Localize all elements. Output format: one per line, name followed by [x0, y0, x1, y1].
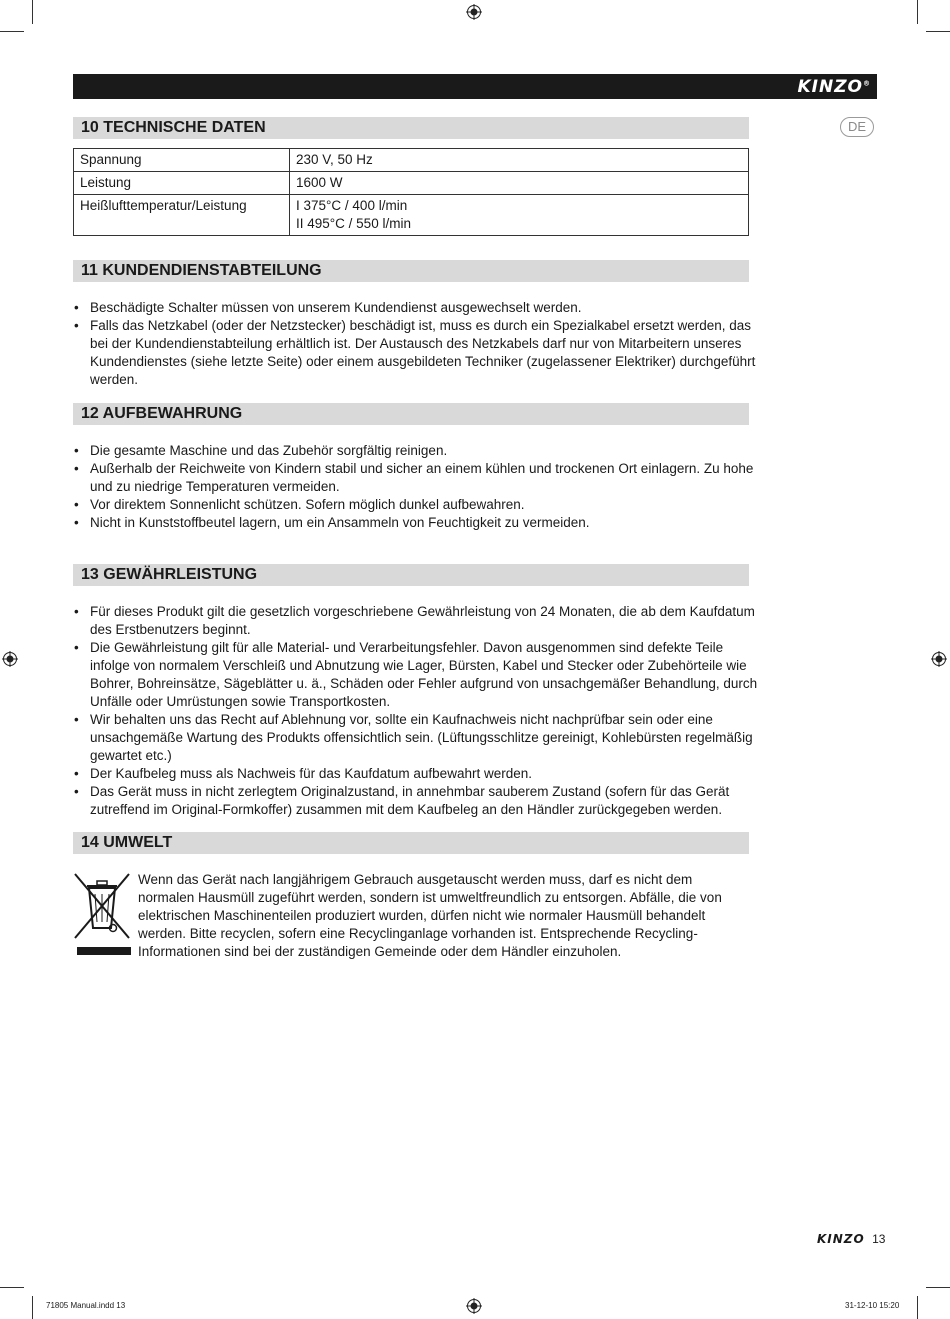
registration-mark-icon [466, 4, 482, 20]
section-heading-11 [73, 260, 749, 282]
spec-label: Leistung [74, 172, 290, 195]
registration-mark-icon [466, 1298, 482, 1314]
registration-mark-icon [2, 651, 18, 667]
list-item: • Beschädigte Schalter müssen von unserem Kundendienst ausgewechselt werden. [73, 299, 763, 317]
footer-brand-logo: KINZO [817, 1232, 865, 1246]
section-heading-12 [73, 403, 749, 425]
section-title: 13 GEWÄHRLEISTUNG [81, 566, 258, 583]
spec-value-line: I 375°C / 400 l/min [296, 198, 408, 213]
registration-mark-icon [931, 651, 947, 667]
crop-mark [0, 1287, 24, 1288]
spec-label: Spannung [74, 149, 290, 172]
table-row [74, 149, 749, 172]
bullet-list [73, 299, 763, 389]
list-item: • Der Kaufbeleg muss als Nachweis für das Kaufdatum aufbewahrt werden. [73, 765, 763, 783]
list-item: • Außerhalb der Reichweite von Kindern stabil und sicher an einem kühlen und trockenen Ort einlagern. Zu hohe und zu niedrige Temperaturen vermeiden. [73, 460, 763, 496]
bullet-list [73, 442, 763, 532]
crop-mark [917, 0, 918, 24]
list-item: • Für dieses Produkt gilt die gesetzlich vorgeschriebene Gewährleistung von 24 Monaten, die ab dem Kaufdatum des Erstbenutzers beginnt. [73, 603, 763, 639]
crop-mark [926, 31, 950, 32]
list-item: • Nicht in Kunststoffbeutel lagern, um ein Ansammeln von Feuchtigkeit zu vermeiden. [73, 514, 763, 532]
list-item: • Die gesamte Maschine und das Zubehör sorgfältig reinigen. [73, 442, 763, 460]
specs-table [73, 148, 749, 236]
table-row [74, 172, 749, 195]
section-title: 11 KUNDENDIENSTABTEILUNG [81, 262, 322, 279]
spec-label: Heißlufttemperatur/Leistung [74, 195, 290, 236]
crop-mark [926, 1287, 950, 1288]
list-item: • Die Gewährleistung gilt für alle Material- und Verarbeitungsfehler. Davon ausgenommen sind defekte Teile infolge von normalem Verschleiß und Abnutzung wie Lager, Bürsten, Kabel und Stecker oder Zubehörteile wie Bohrer, Bohreinsätze, Sägeblätter u. ä., Schäden oder Fehler aufgrund von unsachgemäßer Behandlung, durch Unfälle oder Umrüstungen sowie Transportkosten. [73, 639, 763, 711]
print-slug-left: 71805 Manual.indd 13 [46, 1301, 126, 1310]
list-item: • Das Gerät muss in nicht zerlegtem Originalzustand, in annehmbar sauberem Zustand (sofern für das Gerät zutreffend im Original-Formkoffer) zusammen mit dem Kaufbeleg an den Händler zurückgegeben werden. [73, 783, 763, 819]
section-title: 14 UMWELT [81, 834, 173, 851]
spec-value: 1600 W [290, 172, 749, 195]
crop-mark [0, 31, 24, 32]
language-badge: DE [840, 117, 874, 137]
crop-mark [32, 0, 33, 24]
crop-mark [32, 1296, 33, 1319]
section-heading-10 [73, 117, 749, 139]
spec-value: 230 V, 50 Hz [290, 149, 749, 172]
page-footer [817, 1232, 885, 1246]
bullet-list [73, 603, 763, 819]
brand-logo: KINZO® [797, 77, 871, 97]
section-title: 10 TECHNISCHE DATEN [81, 119, 266, 136]
spec-value [290, 195, 749, 236]
header-bar [73, 74, 877, 99]
table-row [74, 195, 749, 236]
crop-mark [917, 1296, 918, 1319]
print-slug-right: 31-12-10 15:20 [845, 1301, 900, 1310]
section-title: 12 AUFBEWAHRUNG [81, 405, 243, 422]
page-number: 13 [872, 1232, 886, 1246]
crossed-out-wheelie-bin-icon [73, 872, 131, 958]
list-item: • Vor direktem Sonnenlicht schützen. Sofern möglich dunkel aufbewahren. [73, 496, 763, 514]
environment-text: Wenn das Gerät nach langjährigem Gebrauch ausgetauscht werden muss, darf es nicht dem normalen Hausmüll zugeführt werden, sondern ist umweltfreundlich zu entsorgen. Abfälle, die von elektrischen Maschinenteilen produziert wurden, dürfen nicht wie normaler Hausmüll behandelt werden. Bitte recyclen, sofern eine Recyclinganlage vorhanden ist. Entsprechende Recycling-Informationen sind bei der zuständigen Gemeinde oder dem Händler einzuholen. [138, 872, 722, 959]
section-heading-14 [73, 832, 749, 854]
list-item: • Falls das Netzkabel (oder der Netzstecker) beschädigt ist, muss es durch ein Spezialkabel ersetzt werden, das bei der Kundendienstabteilung erhältlich ist. Der Austausch des Netzkabels darf nur von Mitarbeitern unseres Kundendienstes (siehe letzte Seite) oder einem ausgebildeten Techniker (zugelassener Elektriker) durchgeführt werden. [73, 317, 763, 389]
list-item: • Wir behalten uns das Recht auf Ablehnung vor, sollte ein Kaufnachweis nicht nachprüfbar sein oder eine unsachgemäße Wartung des Produkts offensichtlich sein. (Lüftungsschlitze gereinigt, Kohlebürsten regelmäßig gewartet etc.) [73, 711, 763, 765]
spec-value-line: II 495°C / 550 l/min [296, 216, 411, 231]
section-heading-13 [73, 564, 749, 586]
